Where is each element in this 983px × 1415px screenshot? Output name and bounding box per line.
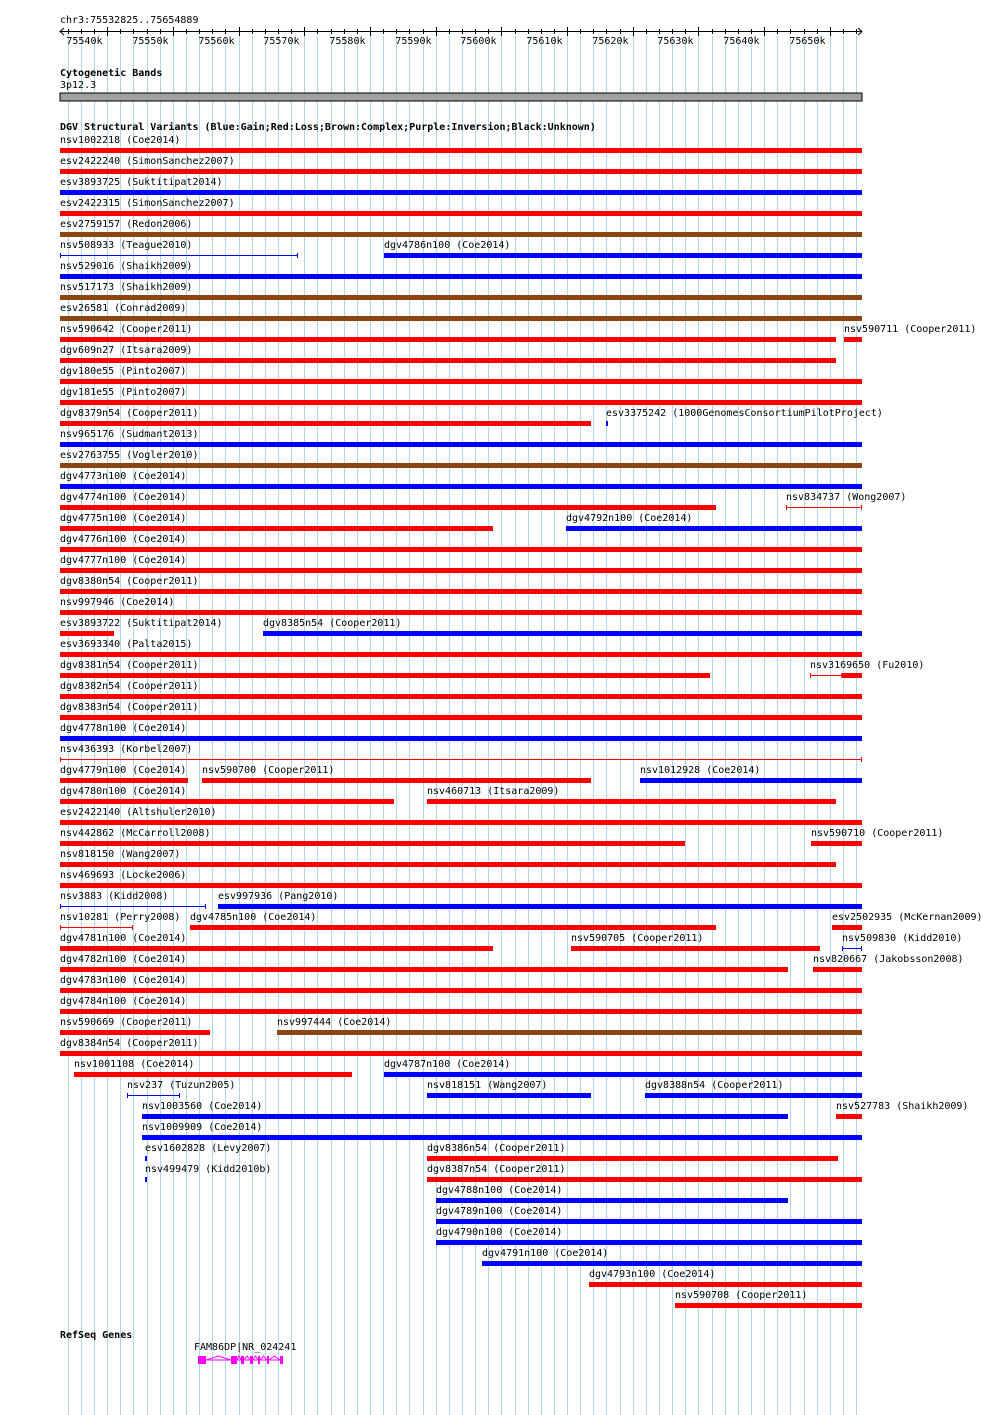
gene-exon: [267, 1356, 269, 1364]
variant-label[interactable]: nsv590705 (Cooper2011): [571, 933, 704, 944]
ruler-tick-label: 75650k: [789, 36, 826, 47]
variant-label[interactable]: dgv4789n100 (Coe2014): [436, 1206, 563, 1217]
variant-label[interactable]: nsv10281 (Perry2008): [60, 912, 181, 923]
variant-label[interactable]: dgv609n27 (Itsara2009): [60, 345, 193, 356]
variant-label[interactable]: esv3893722 (Suktitipat2014): [60, 618, 223, 629]
variant-label[interactable]: dgv8387n54 (Cooper2011): [427, 1164, 566, 1175]
ruler-tick-label: 75590k: [395, 36, 432, 47]
variant-label[interactable]: nsv590708 (Cooper2011): [675, 1290, 808, 1301]
variant-label[interactable]: nsv818151 (Wang2007): [427, 1080, 548, 1091]
variant-label[interactable]: nsv834737 (Wong2007): [786, 492, 907, 503]
variant-label[interactable]: dgv4778n100 (Coe2014): [60, 723, 187, 734]
variant-label[interactable]: dgv4783n100 (Coe2014): [60, 975, 187, 986]
variant-label[interactable]: dgv4793n100 (Coe2014): [589, 1269, 716, 1280]
variant-label[interactable]: esv2759157 (Redon2006): [60, 219, 193, 230]
variant-label[interactable]: dgv180e55 (Pinto2007): [60, 366, 187, 377]
variant-label[interactable]: dgv4787n100 (Coe2014): [384, 1059, 511, 1070]
variant-label[interactable]: esv2422140 (Altshuler2010): [60, 807, 217, 818]
variant-label[interactable]: dgv4773n100 (Coe2014): [60, 471, 187, 482]
variant-label[interactable]: nsv1009909 (Coe2014): [142, 1122, 263, 1133]
ruler-tick-label: 75580k: [329, 36, 366, 47]
gene-exon: [280, 1356, 283, 1364]
gene-exon: [250, 1356, 253, 1364]
ruler-tick-label: 75620k: [592, 36, 629, 47]
variant-label[interactable]: dgv8382n54 (Cooper2011): [60, 681, 199, 692]
variant-label[interactable]: nsv469693 (Locke2006): [60, 870, 187, 881]
gene-exon: [231, 1356, 237, 1364]
variant-label[interactable]: dgv8388n54 (Cooper2011): [645, 1080, 784, 1091]
gene-intron-chevron: [206, 1356, 231, 1360]
variant-label[interactable]: dgv8379n54 (Cooper2011): [60, 408, 199, 419]
ruler-tick-label: 75640k: [723, 36, 760, 47]
variant-label[interactable]: nsv1012928 (Coe2014): [640, 765, 761, 776]
variant-label[interactable]: dgv8380n54 (Cooper2011): [60, 576, 199, 587]
variant-label[interactable]: esv997936 (Pang2010): [218, 891, 339, 902]
variant-label[interactable]: esv3693340 (Palta2015): [60, 639, 193, 650]
variant-label[interactable]: dgv4786n100 (Coe2014): [384, 240, 511, 251]
ruler-tick-label: 75630k: [657, 36, 694, 47]
variant-label[interactable]: nsv997946 (Coe2014): [60, 597, 175, 608]
variant-label[interactable]: nsv590711 (Cooper2011): [844, 324, 977, 335]
dgv-track-title: DGV Structural Variants (Blue:Gain;Red:Loss;Brown:Complex;Purple:Inversion;Black:Unknown): [60, 122, 596, 133]
gene-exon: [258, 1356, 260, 1364]
variant-label[interactable]: nsv529016 (Shaikh2009): [60, 261, 193, 272]
cytoband-label: 3p12.3: [60, 80, 97, 91]
variant-label[interactable]: dgv8386n54 (Cooper2011): [427, 1143, 566, 1154]
variant-label[interactable]: nsv1002218 (Coe2014): [60, 135, 181, 146]
variant-label[interactable]: dgv8381n54 (Cooper2011): [60, 660, 199, 671]
variant-label[interactable]: dgv4780n100 (Coe2014): [60, 786, 187, 797]
variant-label[interactable]: nsv460713 (Itsara2009): [427, 786, 560, 797]
variant-label[interactable]: dgv8383n54 (Cooper2011): [60, 702, 199, 713]
variant-label[interactable]: nsv436393 (Korbel2007): [60, 744, 193, 755]
variant-label[interactable]: esv2502935 (McKernan2009): [832, 912, 983, 923]
variant-label[interactable]: dgv4781n100 (Coe2014): [60, 933, 187, 944]
variant-label[interactable]: dgv4782n100 (Coe2014): [60, 954, 187, 965]
variant-label[interactable]: nsv590700 (Cooper2011): [202, 765, 335, 776]
ruler-tick-label: 75550k: [132, 36, 169, 47]
variant-label[interactable]: dgv4791n100 (Coe2014): [482, 1248, 609, 1259]
variant-label[interactable]: nsv818150 (Wang2007): [60, 849, 181, 860]
variant-label[interactable]: nsv965176 (Sudmant2013): [60, 429, 199, 440]
variant-label[interactable]: nsv527783 (Shaikh2009): [836, 1101, 969, 1112]
gene-label[interactable]: FAM86DP|NR_024241: [194, 1342, 297, 1353]
gene-intron-chevron: [244, 1356, 250, 1360]
variant-label[interactable]: nsv1003560 (Coe2014): [142, 1101, 263, 1112]
ruler-tick-label: 75560k: [198, 36, 235, 47]
variant-label[interactable]: esv1602828 (Levy2007): [145, 1143, 272, 1154]
variant-label[interactable]: dgv4784n100 (Coe2014): [60, 996, 187, 1007]
variant-label[interactable]: nsv820667 (Jakobsson2008): [813, 954, 964, 965]
variant-label[interactable]: dgv4790n100 (Coe2014): [436, 1227, 563, 1238]
variant-label[interactable]: nsv590710 (Cooper2011): [811, 828, 944, 839]
variant-label[interactable]: esv3375242 (1000GenomesConsortiumPilotProject): [606, 408, 883, 419]
gene-intron-chevron: [253, 1356, 258, 1360]
variant-label[interactable]: dgv8385n54 (Cooper2011): [263, 618, 402, 629]
ruler-tick-label: 75600k: [460, 36, 497, 47]
variant-label[interactable]: nsv590669 (Cooper2011): [60, 1017, 193, 1028]
variant-label[interactable]: dgv4785n100 (Coe2014): [190, 912, 317, 923]
position-label: chr3:75532825..75654889: [60, 15, 199, 26]
variant-label[interactable]: esv3893725 (Suktitipat2014): [60, 177, 223, 188]
variant-label[interactable]: dgv4788n100 (Coe2014): [436, 1185, 563, 1196]
variant-label[interactable]: nsv590642 (Cooper2011): [60, 324, 193, 335]
ruler-tick-label: 75540k: [66, 36, 103, 47]
variant-label[interactable]: nsv3169650 (Fu2010): [810, 660, 925, 671]
variant-label[interactable]: esv2422315 (SimonSanchez2007): [60, 198, 235, 209]
variant-label[interactable]: dgv4792n100 (Coe2014): [566, 513, 693, 524]
variant-label[interactable]: nsv499479 (Kidd2010b): [145, 1164, 272, 1175]
cytoband-track-title: Cytogenetic Bands: [60, 68, 163, 79]
gene-exon: [198, 1356, 206, 1364]
variant-label[interactable]: nsv997444 (Coe2014): [277, 1017, 392, 1028]
gene-intron-chevron: [260, 1356, 267, 1360]
variant-label[interactable]: dgv181e55 (Pinto2007): [60, 387, 187, 398]
variant-label[interactable]: esv2763755 (Vogler2010): [60, 450, 199, 461]
variant-label[interactable]: dgv4777n100 (Coe2014): [60, 555, 187, 566]
ruler-tick-label: 75570k: [263, 36, 300, 47]
variant-label[interactable]: dgv4775n100 (Coe2014): [60, 513, 187, 524]
variant-label[interactable]: nsv508933 (Teague2010): [60, 240, 193, 251]
refseq-track-title: RefSeq Genes: [60, 1330, 133, 1341]
variant-label[interactable]: nsv442862 (McCarroll2008): [60, 828, 211, 839]
variant-label[interactable]: nsv3883 (Kidd2008): [60, 891, 169, 902]
gene-exon: [241, 1356, 244, 1364]
variant-label[interactable]: dgv4776n100 (Coe2014): [60, 534, 187, 545]
variant-label[interactable]: dgv4779n100 (Coe2014): [60, 765, 187, 776]
variant-label[interactable]: esv26581 (Conrad2009): [60, 303, 187, 314]
variant-label[interactable]: dgv4774n100 (Coe2014): [60, 492, 187, 503]
variant-label[interactable]: esv2422240 (SimonSanchez2007): [60, 156, 235, 167]
gene-intron-chevron: [269, 1356, 280, 1360]
variant-label[interactable]: nsv517173 (Shaikh2009): [60, 282, 193, 293]
variant-label[interactable]: dgv8384n54 (Cooper2011): [60, 1038, 199, 1049]
ruler-tick-label: 75610k: [526, 36, 563, 47]
variant-label[interactable]: nsv1001108 (Coe2014): [74, 1059, 195, 1070]
variant-label[interactable]: nsv509830 (Kidd2010): [842, 933, 963, 944]
gene-intron-chevron: [237, 1356, 241, 1360]
variant-label[interactable]: nsv237 (Tuzun2005): [127, 1080, 236, 1091]
